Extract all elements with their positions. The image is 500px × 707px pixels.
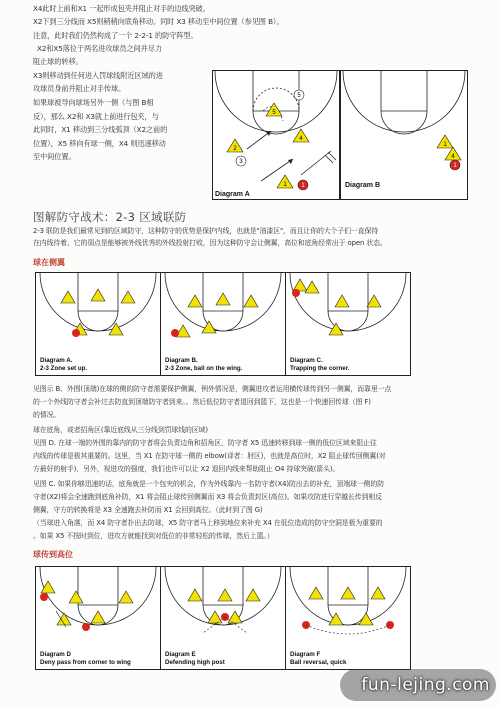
body-line-7: 方最好的射手)，另外，视进攻的强度，我们也许可以让 X2 退回内线来帮助阻止 O4 持球突破(箭头)。 bbox=[33, 465, 340, 473]
body-line-6: 内线的传球是极其重要的。这里，当 X1 在防守球一侧的 elbow(译者：肘区)，也就是高位时，X2 阻止球传回侧翼(对 bbox=[33, 452, 386, 460]
side-line-1: X2和X5落位于两名进攻球员之间并尽力 bbox=[37, 44, 162, 53]
side-line-5: 如果球被导向球场另外一侧（与图 B相 bbox=[33, 98, 154, 107]
side-line-8: 位置），X5 移向有球一侧，X4 则迅速移动 bbox=[33, 139, 166, 148]
section-intro-line-1: 2-3 联防是我们最常见到的区域防守，这种防守的优势是保护内线，也就是"油漆区"，而且让你的大个子们一直保持 bbox=[33, 227, 379, 235]
body-line-2: 的一个外线防守者会补过去防直到顶端防守者到来。。然后低位防守者退回到篮下，这也是一个快速回传球（图 F) bbox=[33, 398, 371, 406]
svg-text:2: 2 bbox=[233, 146, 237, 152]
body-line-1: 见图示 B、外围(顶端)在球的侧的防守者需要保护侧翼，例外情况是，侧翼进攻者运用横传球传到另一侧翼，而靠里一点 bbox=[33, 385, 392, 393]
svg-text:1: 1 bbox=[283, 182, 287, 188]
diagram-b-wing-sub: 2-3 Zone, ball on the wing. bbox=[165, 365, 243, 372]
diagram-b-wing-title: Diagram B. bbox=[165, 357, 198, 364]
svg-text:5: 5 bbox=[272, 110, 276, 116]
section-intro-line-2: 在内线待着，它的弱点是能够被外线优秀的外线投射打败，因为这种防守会让侧翼，高位和底角经常出于 open 状态。 bbox=[33, 239, 387, 247]
diagram-e-court bbox=[160, 566, 286, 670]
svg-text:5: 5 bbox=[297, 93, 301, 99]
diagram-ball-wing-court bbox=[160, 272, 286, 376]
diagram-e-title: Diagram E bbox=[165, 651, 196, 658]
section-title: 图解防守战术：2-3 区域联防 bbox=[33, 210, 187, 224]
subhead-high-post: 球传到高位 bbox=[33, 550, 73, 559]
diagram-b-label: Diagram B bbox=[345, 181, 381, 189]
svg-text:4: 4 bbox=[451, 154, 455, 160]
side-line-3: X3则移动到任何进入罚球线附近区域的进 bbox=[33, 71, 163, 80]
diagram-b-court bbox=[340, 70, 468, 200]
body-line-9: 守者(X2)将会全速跑到底角补防，X1 将会阻止球传回侧翼而 X3 将会负责封区(高位)。如果攻防进行穿越长传到相反 bbox=[33, 493, 382, 501]
body-line-12: 。如果 X5 不按时到位，进攻方就能找到对低位的非常轻松的传球，然后上篮。） bbox=[33, 532, 274, 540]
side-line-4: 攻球员身前并阻止对手传球。 bbox=[33, 84, 126, 93]
diagram-trap-corner-court bbox=[285, 272, 411, 376]
svg-text:4: 4 bbox=[299, 136, 303, 142]
side-line-2: 阻止球的转移。 bbox=[33, 57, 83, 66]
diagram-c-trap-sub: Trapping the corner. bbox=[290, 365, 350, 372]
svg-text:1: 1 bbox=[443, 142, 447, 148]
intro-line-1: X4此时上前和X1 一起形成包夹并阻止对手的边线突破。 bbox=[33, 4, 210, 13]
diagram-d-sub: Deny pass from corner to wing bbox=[40, 659, 131, 666]
diagram-a-label: Diagram A bbox=[215, 190, 250, 198]
diagram-e-sub: Defending high post bbox=[165, 659, 225, 666]
subhead-ball-on-wing: 球在侧翼 bbox=[33, 258, 65, 267]
diagram-a-setup-sub: 2-3 Zone set up. bbox=[40, 365, 88, 372]
diagram-d-court bbox=[35, 566, 161, 670]
svg-text:1: 1 bbox=[301, 183, 305, 189]
body-line-3: 的情况。 bbox=[33, 411, 61, 419]
diagram-f-sub: Ball reversal, quick bbox=[290, 659, 347, 666]
body-line-5: 见图 D. 在球一端的外围的靠内的防守者将会负责边角和招角区，防守者 X5 迅速转移到球一侧的低位区域来阻止往 bbox=[33, 439, 377, 447]
intro-line-3: 注意，此时我们仍然构成了一个 2-2-1 的防守阵型。 bbox=[33, 31, 198, 40]
diagram-d-title: Diagram D bbox=[40, 651, 71, 658]
body-line-11: （当球进入角落，而 X4 防守者扑出去防球，X5 防守者马上移到地位来补充 X4 在低位造成的防守空洞是极为重要的 bbox=[33, 519, 383, 527]
body-line-10: 侧翼，守方的转换将是 X3 全速跑去补防而 X1 会回到高位。（此时到了图 G) bbox=[33, 506, 263, 514]
diagram-a-court bbox=[212, 70, 340, 200]
body-line-8: 见图 C. 如果你够迅速的话，底角就是一个包夹的机会，作为外线靠内一名防守者(X4)防出去的补充，顶端球一侧的防 bbox=[33, 480, 385, 488]
diagram-2-3-setup-court bbox=[35, 272, 161, 376]
watermark-text: fun-lejing.com bbox=[361, 675, 490, 695]
side-line-7: 此同时，X1 移动到三分线弧顶（X2之前的 bbox=[33, 125, 168, 134]
diagram-f-court bbox=[285, 566, 411, 670]
diagram-f-title: Diagram F bbox=[290, 651, 321, 658]
diagram-a-drawing bbox=[213, 71, 339, 199]
diagram-a-setup-title: Diagram A. bbox=[40, 357, 73, 364]
svg-text:1: 1 bbox=[453, 163, 457, 169]
intro-line-2: X2下到三分线而 X5则稍稍向底角移动。同时 X3 移动至中间位置（参见图 B）。 bbox=[33, 17, 284, 26]
side-line-6: 反），那么 X2和 X3就上前进行包夹，与 bbox=[33, 112, 159, 121]
diagram-b-drawing bbox=[341, 71, 467, 199]
svg-text:3: 3 bbox=[239, 159, 243, 165]
body-line-4: 球在底角，或者招角区(靠近底线从三分线到罚球线的区域) bbox=[33, 426, 208, 434]
side-line-9: 至中间位置。 bbox=[33, 152, 76, 161]
diagram-c-trap-title: Diagram C. bbox=[290, 357, 323, 364]
